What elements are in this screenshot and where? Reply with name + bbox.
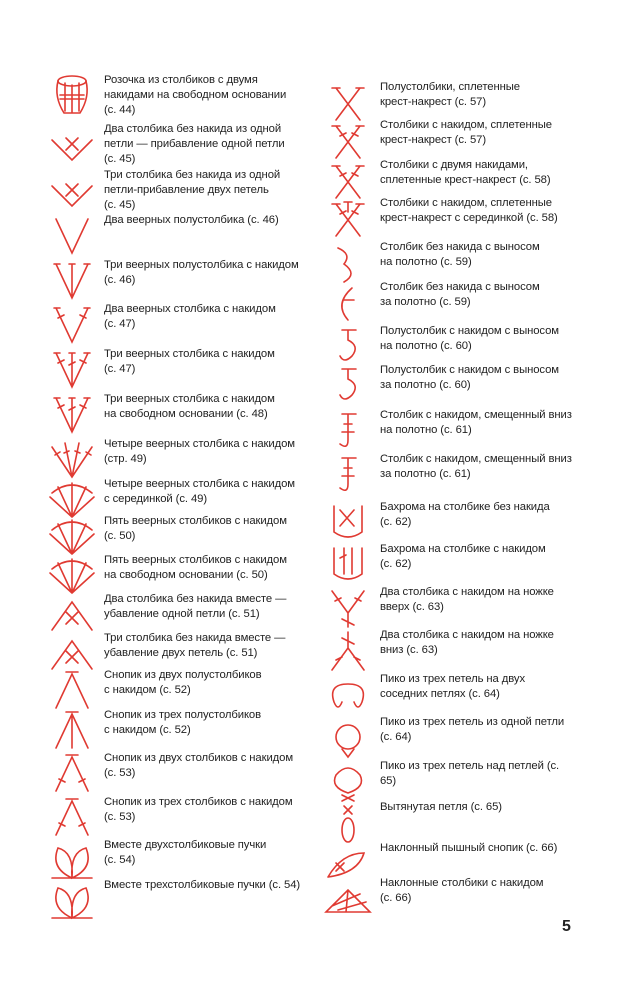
post-hdc-back-icon [322,363,374,409]
symbol-label: Вытянутая петля (с. 65) [380,801,502,813]
symbol-entry [322,542,546,588]
symbol-entry [46,347,275,393]
symbol-label: Вместе двухстолбиковые пучки (с. 54) [104,839,267,866]
symbol-label: Наклонные столбики с накидом (с. 66) [380,877,544,904]
dc-stem-up-icon [322,585,374,631]
cross-dc-center-icon [322,196,374,242]
symbol-label: Два столбика без накида из одной петли — прибавление одной петли (с. 45) [104,123,285,165]
fan-three-dc-free-icon [46,392,98,438]
symbol-entry [322,759,559,805]
symbol-label: Столбики с накидом, сплетенные крест-накрест с серединкой (с. 58) [380,197,558,224]
symbol-label: Розочка из столбиков с двумя накидами на свободном основании (с. 44) [104,74,287,116]
symbol-label: Пико из трех петель над петлей (с. 65) [380,760,560,787]
symbol-label: Вместе трехстолбиковые пучки (с. 54) [104,879,301,891]
symbol-label: Наклонный пышный снопик (с. 66) [380,842,558,854]
symbol-label: Снопик из двух полустолбиков с накидом (с. 52) [104,669,262,696]
symbol-label: Столбики с двумя накидами, сплетенные крест-накрест (с. 58) [380,159,551,186]
symbol-entry [322,585,554,631]
fan-three-dc-icon [46,347,98,393]
picot-one-icon [322,715,374,761]
fan-two-icon [46,213,98,259]
symbol-label: Три веерных столбика с накидом на свободном основании (с. 48) [104,393,275,420]
symbol-label: Три веерных полустолбика с накидом (с. 46) [104,259,299,286]
symbol-entry [322,452,572,498]
symbol-entry [46,258,299,304]
cluster-two-dc-icon [46,751,98,797]
cluster-three-hdc-icon [46,708,98,754]
symbol-entry [46,708,261,754]
rose-icon [46,73,98,119]
symbol-entry [46,122,285,168]
symbol-label: Два веерных столбика с накидом (с. 47) [104,303,276,330]
symbol-label: Столбик без накида с выносом на полотно (с. 59) [380,241,540,268]
symbol-label: Два столбика с накидом на ножке вниз (с. 63) [380,629,554,656]
fan-two-dc-icon [46,302,98,348]
symbol-entry [322,800,502,846]
symbol-entry [322,196,558,242]
symbol-label: Четыре веерных столбика с накидом (стр. 49) [104,438,295,465]
post-sc-back-icon [322,280,374,326]
symbol-entry [322,280,540,326]
symbol-label: Столбики с накидом, сплетенные крест-накрест (с. 57) [380,119,552,146]
symbol-entry [322,628,554,674]
picot-over-icon [322,759,374,805]
symbol-entry [322,876,543,922]
symbol-entry [46,751,293,797]
symbol-entry [46,302,276,348]
symbol-label: Снопик из двух столбиков с накидом (с. 53) [104,752,293,779]
increase-two-icon [46,122,98,168]
cluster-three-dc-icon [46,795,98,841]
symbol-entry [322,715,564,761]
symbol-label: Снопик из трех столбиков с накидом (с. 53) [104,796,293,823]
page-number: 5 [562,918,571,935]
symbol-entry [46,795,293,841]
symbol-entry [322,363,559,409]
symbol-label: Столбик с накидом, смещенный вниз за полотно (с. 61) [380,453,572,480]
symbol-label: Бахрома на столбике с накидом (с. 62) [380,543,546,570]
symbol-label: Три столбика без накида из одной петли-прибавление двух петель (с. 45) [104,169,281,211]
spike-dc-front-icon [322,408,374,454]
symbol-label: Два столбика без накида вместе — убавление одной петли (с. 51) [104,593,287,620]
increase-three-icon [46,168,98,214]
symbol-entry [46,878,300,924]
symbol-label: Полустолбики, сплетенные крест-накрест (с. 57) [380,81,520,108]
symbol-label: Три веерных столбика с накидом (с. 47) [104,348,275,375]
symbol-label: Пико из трех петель на двух соседних петлях (с. 64) [380,673,526,700]
symbol-label: Бахрома на столбике без накида (с. 62) [380,501,550,528]
symbol-label: Полустолбик с накидом с выносом на полотно (с. 60) [380,325,559,352]
symbol-label: Три столбика без накида вместе — убавление двух петель (с. 51) [104,632,286,659]
symbol-entry [46,392,275,438]
spike-dc-back-icon [322,452,374,498]
symbol-label: Снопик из трех полустолбиков с накидом (с. 52) [104,709,262,736]
symbol-label: Пять веерных столбиков с накидом (с. 50) [104,515,287,542]
symbol-label: Столбик с накидом, смещенный вниз на полотно (с. 61) [380,409,572,436]
symbol-label: Пико из трех петель из одной петли (с. 64) [380,716,565,743]
symbol-entry [322,408,572,454]
puff-three-icon [46,878,98,924]
dc-stem-down-icon [322,628,374,674]
symbol-label: Пять веерных столбиков с накидом на свободном основании (с. 50) [104,554,287,581]
symbol-label: Два веерных полустолбика (с. 46) [104,214,279,226]
symbol-entry [322,500,550,546]
fringe-sc-icon [322,500,374,546]
slanted-dc-icon [322,876,374,922]
symbol-label: Полустолбик с накидом с выносом за полотно (с. 60) [380,364,559,391]
symbol-entry [46,168,280,214]
symbol-label: Два столбика с накидом на ножке вверх (с. 63) [380,586,554,613]
symbol-entry [46,73,286,119]
symbol-entry [46,213,279,259]
symbol-label: Столбик без накида с выносом за полотно (с. 59) [380,281,540,308]
symbol-label: Четыре веерных столбика с накидом с серединкой (с. 49) [104,478,295,505]
elongated-loop-icon [322,800,374,846]
picot-two-icon [322,672,374,718]
symbol-entry [322,672,525,718]
fringe-dc-icon [322,542,374,588]
fan-three-icon [46,258,98,304]
